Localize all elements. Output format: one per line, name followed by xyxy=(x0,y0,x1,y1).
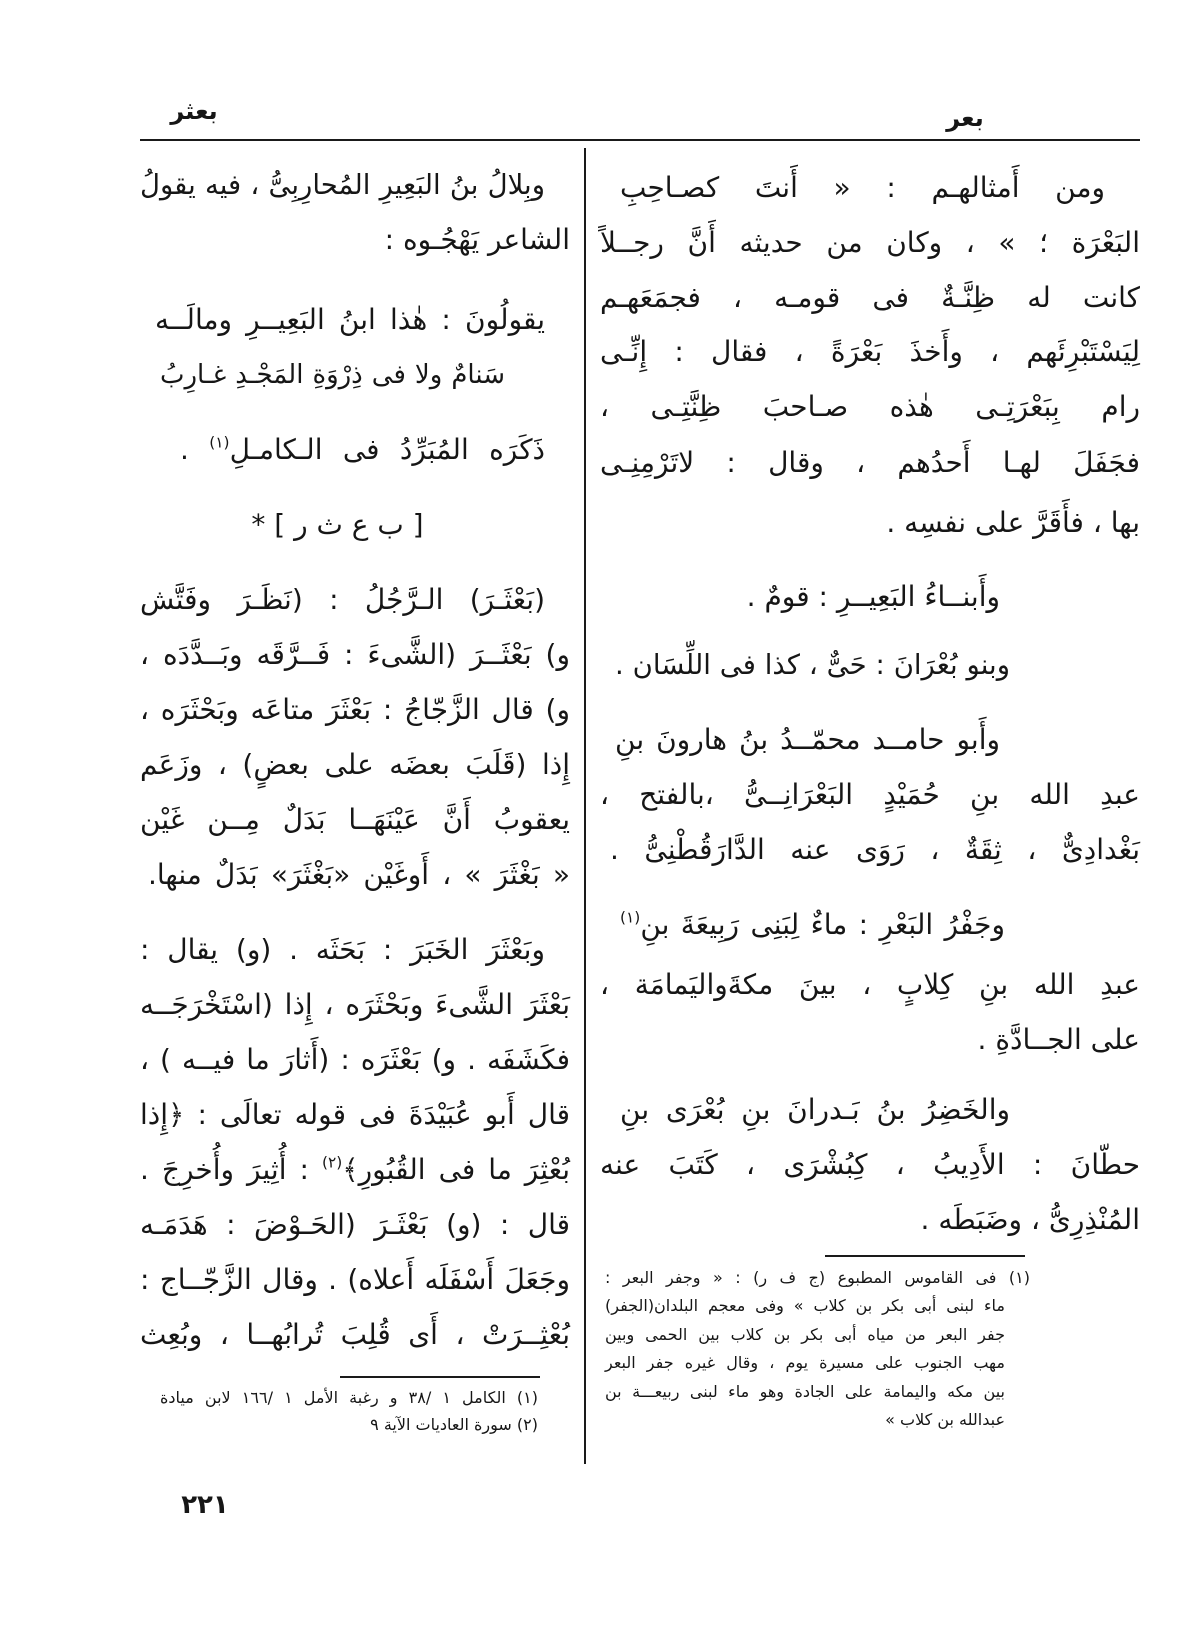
footnote-marker: (١) xyxy=(209,433,230,452)
citation-text: ذَكَرَه المُبَرِّدُ فى الـكامـلِ xyxy=(229,433,545,466)
footnote-marker: (١) xyxy=(620,908,641,927)
footnote-rule xyxy=(340,1376,540,1378)
text-line: عبدِ الله بنِ حُمَيْدٍ البَعْرَانِــىُّ ،بالفتح ، xyxy=(600,778,1140,811)
text-line: بَغْدادِىٌّ ، ثِقَةٌ ، رَوَى عنه الدَّارَقُطْنِىُّ . xyxy=(610,833,1140,866)
footnote-rule xyxy=(825,1255,1025,1257)
header-rule xyxy=(140,139,1140,141)
text-line: و) بَعْثَــرَ (الشَّىءَ : فَــرَّقَه وبَــدَّدَه ، xyxy=(140,638,570,671)
text-line: بها ، فأَقَرَّ على نفسِه . xyxy=(886,506,1140,539)
text-line: كانت له ظِنَّـةٌ فى قومـه ، فجمَعَهـم xyxy=(600,281,1140,314)
text-line: فكَشَفَه . و) بَعْثَرَه : (أَثارَ ما فيــه ) ، xyxy=(140,1043,570,1076)
text-line-main: بُعْثِرَ ما فى القُبُورِ﴾ xyxy=(342,1153,571,1186)
entry-heading: [ ب ع ث ر ] * xyxy=(251,508,424,541)
text-line: وبنو بُعْرَانَ : حَىٌّ ، كذا فى اللِّسَان . xyxy=(615,649,1010,681)
text-line: قال أَبو عُبَيْدَةَ فى قوله تعالَى : ﴿إِذا xyxy=(140,1098,570,1131)
text-line: يعقوبُ أَنَّ عَيْنَهَــا بَدَلٌ مِــن غَيْن xyxy=(140,803,570,836)
text-line: البَعْرَة ؛ » ، وكان من حديثه أَنَّ رجــلاً xyxy=(600,226,1140,259)
text-line: عبدِ الله بنِ كِلابٍ ، بينَ مكةَواليَمامَة ، xyxy=(600,968,1140,1001)
citation-line xyxy=(140,428,570,472)
text-line: وجَعَلَ أَسْفَلَه أَعلاه) . وقال الزَّجّــاج : xyxy=(140,1263,570,1296)
text-line-tail: : أُثِيرَ وأُخرِجَ . xyxy=(140,1153,322,1186)
column-divider xyxy=(584,148,586,1464)
text-line: وأَبو حامــد محمّــدُ بنُ هارونَ بنِ xyxy=(615,723,1000,756)
running-head-right: بعر xyxy=(946,104,984,132)
text-line: « بَغْثَرَ » ، أَوغَيْن «بَغْثَرَ» بَدَلٌ منها. xyxy=(148,858,570,891)
text-line: وأَبنــاءُ البَعِيــرِ : قومٌ . xyxy=(746,580,1000,613)
text-line: ومن أَمثالهـم : « أَنتَ كصـاحِبِ xyxy=(620,171,1105,204)
text-line: وبِلالُ بنُ البَعِيرِ المُحارِبِىُّ ، فيه يقولُ xyxy=(140,169,545,201)
text-line xyxy=(600,903,1140,947)
footnote-line: (١) الكامل ١ /٣٨ و رغبة الأمل ١ /١٦٦ لابن ميادة xyxy=(160,1388,538,1407)
text-line: و) قال الزَّجّاجُ : بَعْثَرَ متاعَه وبَحْثَرَه ، xyxy=(140,693,570,726)
text-line: لِيَسْتَبْرِئَهم ، وأَخذَ بَعْرَةً ، فقال : إِنِّـى xyxy=(600,335,1140,368)
footnote-line: عبدالله بن كلاب » xyxy=(885,1410,1005,1429)
text-line: والخَضِرُ بنُ بَـدرانَ بنِ بُعْرَى بنِ xyxy=(620,1093,1010,1126)
text-line: إِذا (قَلَبَ بعضَه على بعضٍ) ، وزَعَم xyxy=(140,748,570,781)
text-line: (بَعْثَـرَ) الـرَّجُلُ : (نَظَـرَ وفَتَّش xyxy=(140,583,545,616)
text-line: فجَفَلَ لهـا أَحدُهم ، وقال : لاتَرْمِنِـى xyxy=(600,446,1140,479)
citation-tail: . xyxy=(180,433,210,466)
footnote-line: مهب الجنوب على مسيرة يوم ، وقال غيره جفر البعر xyxy=(605,1353,1005,1372)
text-line: حطّانَ : الأَدِيبُ ، كِبُشْرَى ، كَتَبَ عنه xyxy=(600,1148,1140,1181)
text-line: وبَعْثَرَ الخَبَرَ : بَحَثَه . (و) يقال : xyxy=(140,933,545,966)
text-line: رام بِبَعْرَتِـى هٰذه صـاحبَ ظِنَّتِـى ، xyxy=(600,390,1140,423)
text-line: قال : (و) بَعْثَـرَ (الحَـوْضَ : هَدَمَـه xyxy=(140,1208,570,1241)
footnote-line: جفر البعر من مياه أبى بكر بن كلاب بين الحمى وبين xyxy=(605,1325,1005,1344)
text-line: المُنْذِرِىُّ ، وضَبَطَه . xyxy=(920,1203,1140,1236)
footnote-line: (٢) سورة العاديات الآية ٩ xyxy=(370,1415,538,1434)
text-line-main: وجَفْرُ البَعْرِ : ماءٌ لِبَنِى رَبِيعَةَ بنِ xyxy=(640,908,1005,941)
footnote-line: (١) فى القاموس المطبوع (ج ف ر) : « وجفر البعر : xyxy=(605,1268,1030,1287)
text-line: بَعْثَرَ الشَّىءَ وبَحْثَرَه ، إِذا (اسْتَخْرَجَــه xyxy=(140,988,570,1021)
verse-hemistich: سَنامٌ ولا فى ذِرْوَةِ المَجْـدِ غـارِبُ xyxy=(160,360,505,390)
footnote-line: بين مكه واليمامة على الجادة وهو ماء لبنى ربيعـــة بن xyxy=(605,1382,1005,1401)
footnote-line: ماء لبنى أبى بكر بن كلاب » وفى معجم البلدان(الجفر) xyxy=(605,1296,1005,1315)
text-line: الشاعر يَهْجُـوه : xyxy=(384,223,570,256)
verse-hemistich: يقولُونَ : هٰذا ابنُ البَعِيــرِ ومالَــه xyxy=(155,303,545,336)
running-head-left: بعثر xyxy=(170,97,218,125)
text-line: على الجــادَّةِ . xyxy=(977,1023,1140,1056)
page-number: ٢٢١ xyxy=(181,1490,229,1520)
text-line: بُعْثِــرَتْ ، أَى قُلِبَ تُرابُهــا ، وبُعِث xyxy=(140,1318,570,1351)
footnote-marker: (٢) xyxy=(321,1153,343,1172)
text-line xyxy=(140,1148,570,1192)
